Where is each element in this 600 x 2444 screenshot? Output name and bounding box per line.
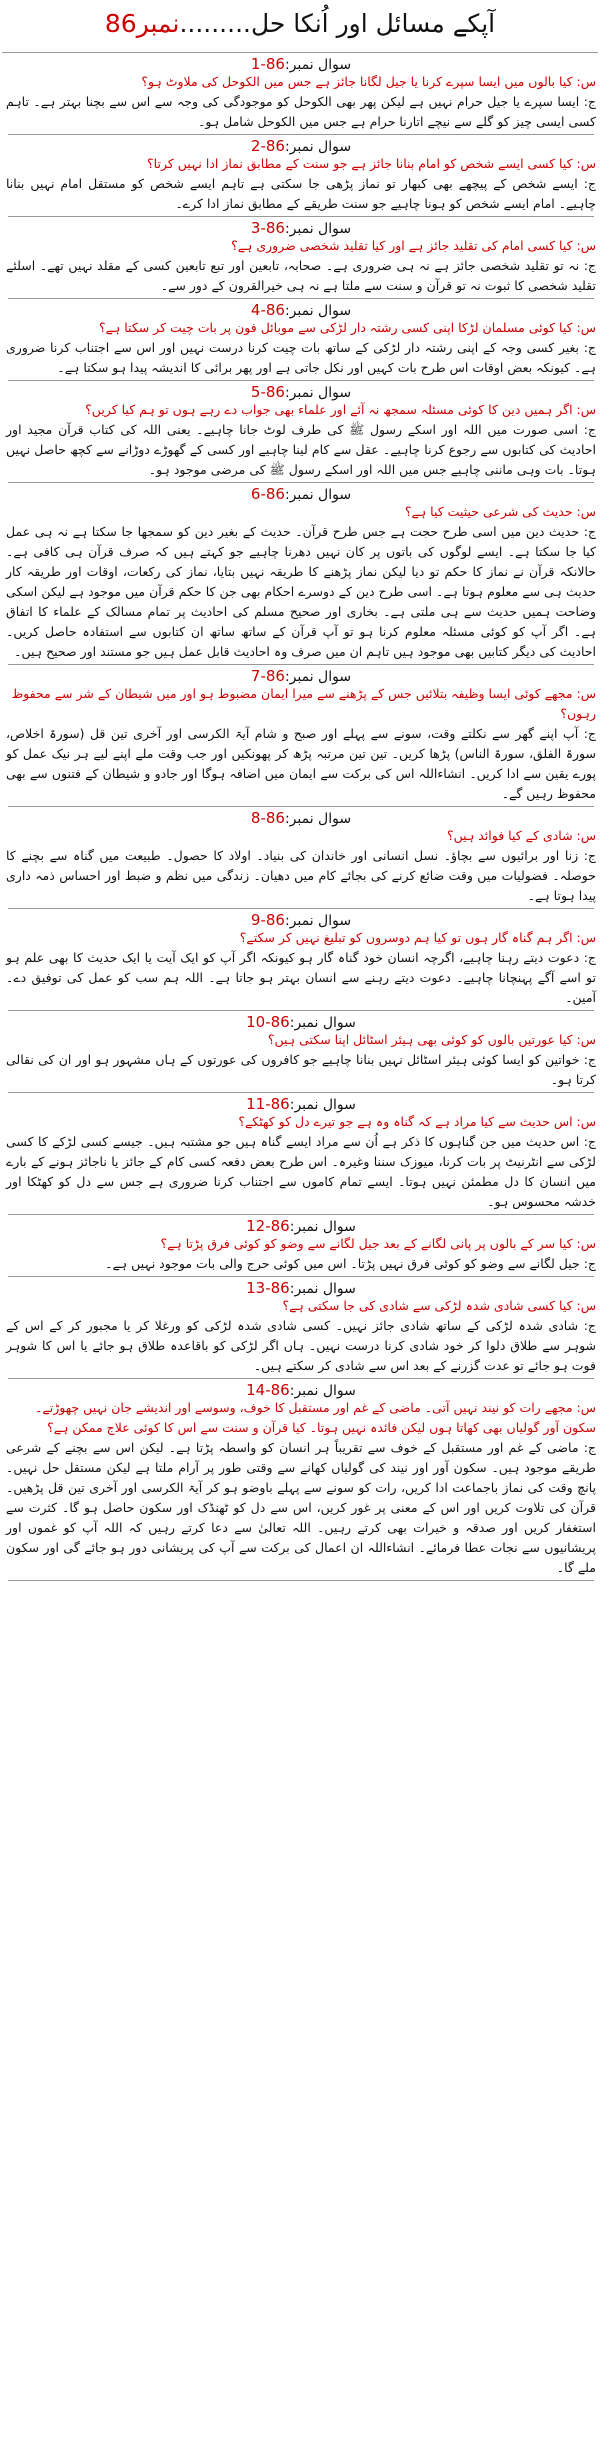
question-number: 86-1: [250, 55, 285, 73]
answer-text: ج: اس حدیث میں جن گناہوں کا ذکر ہے اُن سے مراد ایسے گناہ ہیں جو مشتبہ ہیں۔ جیسے کسی لڑکے کا کسی لڑکی سے انٹرنیٹ پر بات کرنا، میوزک سننا وغیرہ۔ اس طرح بعض دفعہ کسی کام کے جائز یا ناجائز ہونے کے بارے میں انسان کا دل مطمئن نہیں ہوتا۔ ایسے تمام کاموں سے اجتناب کرنا ضروری ہے جس سے دل کو کھٹکا اور خدشہ محسوس ہو۔: [6, 1134, 596, 1209]
qa-divider: [8, 1580, 594, 1581]
question-number-label: سوال نمبر:: [289, 1281, 356, 1297]
answer-text: ج: شادی شدہ لڑکی کے ساتھ شادی جائز نہیں۔ کسی شادی شدہ لڑکی کو ورغلا کر یا مجبور کر کے اس کے شوہر سے طلاق دلوا کر خود شادی کرنا درست نہیں۔ ہاں اگر لڑکی کو باقاعدہ طلاق ہو جائے یا اس کا شوہر فوت ہو جائے تو عدت گزرنے کے بعد اس سے شادی کر سکتے ہیں۔: [6, 1318, 596, 1373]
title-divider: [2, 52, 598, 53]
question-number-label: سوال نمبر:: [284, 669, 352, 685]
qa-item: [0, 669, 600, 807]
question-text: س: اس حدیث سے کیا مراد ہے کہ گناہ وہ ہے جو تیرے دل کو کھٹکے؟: [238, 1114, 596, 1129]
qa-item: [0, 303, 600, 381]
qa-item: [0, 1281, 600, 1379]
question-text: س: کیا کسی امام کی تقلید جائز ہے اور کیا تقلید شخصی ضروری ہے؟: [231, 238, 596, 253]
qa-item: [0, 139, 600, 217]
answer-text: ج: ایسے شخص کے پیچھے بھی کبھار تو نماز پڑھی جا سکتی ہے تاہم ایسے شخص کو مستقل امام نہیں بنانا چاہیے۔ امام ایسے شخص کو ہونا چاہیے جو سنت طریقے کے مطابق نماز ادا کرے۔: [6, 176, 596, 211]
question-number-heading: [6, 1281, 596, 1296]
question-text: س: کیا سر کے بالوں پر پانی لگانے کے بعد جیل لگانے سے وضو کو کوئی فرق پڑتا ہے؟: [160, 1236, 596, 1251]
question-number-heading: [6, 913, 596, 928]
qa-divider: [8, 1092, 594, 1093]
question-number-heading: [6, 487, 596, 502]
qa-divider: [8, 1276, 594, 1277]
answer-text: ج: نہ تو تقلید شخصی جائز ہے نہ ہی ضروری ہے۔ صحابہ، تابعین اور تبع تابعین کسی کے مقلد نہیں تھے۔ اسلئے تقلید شخصی کا ثبوت نہ تو قرآن و سنت سے ملتا ہے نہ ہی خیرالقرون کے دور سے۔: [6, 258, 596, 293]
question-number-heading: [6, 139, 596, 154]
question-number-label: سوال نمبر:: [284, 57, 352, 73]
question-number-label: سوال نمبر:: [289, 1015, 356, 1031]
question-number: 86-3: [250, 219, 285, 237]
answer-text: ج: دعوت دیتے رہنا چاہیے، اگرچہ انسان خود گناہ گار ہو کیونکہ اگر آپ کو ایک آیت یا ایک حدیث کا بھی علم ہو تو اسے آگے پہنچانا چاہیے۔ دعوت دیتے رہنے سے انسان بہتر ہو جاتا ہے۔ اللہ ہم سب کو عمل کی توفیق دے۔ آمین۔: [6, 950, 596, 1005]
qa-item: [0, 1383, 600, 1581]
answer-text: ج: بغیر کسی وجہ کے اپنی رشتہ دار لڑکی کے ساتھ بات چیت کرنا درست نہیں اور اس سے اجتناب کرنا ضروری ہے۔ کیونکہ بعض اوقات اس طرح بات کہیں اور نکل جاتی ہے اور پھر برائی کا اندیشہ پیدا ہو سکتا ہے۔: [6, 340, 596, 375]
question-number: 86-11: [246, 1095, 290, 1113]
question-number-heading: [6, 303, 596, 318]
question-text: س: کیا کسی ایسے شخص کو امام بنانا جائز ہے جو سنت کے مطابق نماز ادا نہیں کرتا؟: [147, 156, 596, 171]
page-title: [0, 0, 600, 50]
qa-item: [0, 1219, 600, 1277]
question-number-heading: [6, 811, 596, 826]
qa-divider: [8, 806, 594, 807]
question-text: س: شادی کے کیا فوائد ہیں؟: [447, 828, 596, 843]
qa-divider: [8, 908, 594, 909]
question-number-heading: [6, 1097, 596, 1112]
answer-text: ج: حدیث دین میں اسی طرح حجت ہے جس طرح قرآن۔ حدیث کے بغیر دین کو سمجھا جا سکتا ہے نہ ہی عمل کیا جا سکتا ہے۔ ایسے لوگوں کی باتوں پر کان نہیں دھرنا چاہیے جو کہتے ہیں کہ صرف قرآن ہی کافی ہے۔ حالانکہ قرآن نے نماز کا حکم تو دیا لیکن نماز پڑھنے کا طریقہ نہیں بتایا، نماز کی رکعات، اوقات اور طریقہ کار حدیث ہی سے معلوم ہوتا ہے۔ اسی طرح دین کے دوسرے احکام بھی جن کا حکم قرآن میں موجود ہے لیکن اسکی وضاحت ہمیں حدیث سے ہی ملتی ہے۔ بخاری اور صحیح مسلم کی احادیث پر تمام مسالک کے علماء کا اتفاق ہے۔ اگر آپ کو کوئی مسئلہ معلوم کرنا ہو تو آپ قرآن کے ساتھ ساتھ ان کتابوں سے استفادہ حاصل کریں۔ احادیث کی دیگر کتابیں بھی موجود ہیں تاہم ان میں صرف وہ احادیث قابل عمل ہیں جو مستند اور صحیح ہیں۔: [6, 524, 596, 659]
answer-text: ج: جیل لگانے سے وضو کو کوئی فرق نہیں پڑتا۔ اس میں کوئی حرج والی بات موجود نہیں ہے۔: [105, 1256, 596, 1271]
question-number-label: سوال نمبر:: [289, 1383, 356, 1399]
question-text: س: کیا کسی شادی شدہ لڑکی سے شادی کی جا سکتی ہے؟: [282, 1298, 596, 1313]
question-number-heading: [6, 1383, 596, 1398]
question-text: س: کیا کوئی مسلمان لڑکا اپنی کسی رشتہ دار لڑکی سے موبائل فون پر بات چیت کر سکتا ہے؟: [98, 320, 596, 335]
question-number-heading: [6, 1015, 596, 1030]
question-number: 86-8: [250, 809, 285, 827]
qa-divider: [8, 1378, 594, 1379]
qa-divider: [8, 298, 594, 299]
qa-item: [0, 57, 600, 135]
question-number-label: سوال نمبر:: [284, 385, 352, 401]
question-number: 86-10: [246, 1013, 290, 1031]
question-number-label: سوال نمبر:: [289, 1097, 356, 1113]
qa-divider: [8, 380, 594, 381]
question-number-heading: [6, 385, 596, 400]
page-title-text: آپکے مسائل اور اُنکا حل.........: [179, 9, 496, 38]
question-number-label: سوال نمبر:: [284, 487, 352, 503]
question-number-heading: [6, 1219, 596, 1234]
qa-divider: [8, 1214, 594, 1215]
answer-text: ج: آپ اپنے گھر سے نکلتے وقت، سونے سے پہلے اور صبح و شام آیۃ الکرسی اور آخری تین قل (سورۃ اخلاص، سورۃ الفلق، سورۃ الناس) پڑھا کریں۔ تین تین مرتبہ پڑھ کر پھونکیں اور جب وقت ملے اپنے لیے ہر نیک عمل کو پورے یقین سے ادا کریں۔ انشاءاللہ اس کی برکت سے ایمان میں اضافہ ہوگا اور جادو و شیطان کے فتنوں سے بھی محفوظ رہیں گے۔: [6, 726, 596, 801]
answer-text: ج: ماضی کے غم اور مستقبل کے خوف سے تقریباً ہر انسان کو واسطہ پڑتا ہے۔ لیکن اس سے بچنے کے شرعی طریقے موجود ہیں۔ سکون آور اور نیند کی گولیاں کھانے سے وقتی طور پر آرام ملتا ہے لیکن مستقل حل نہیں۔ پانچ وقت کی نماز باجماعت ادا کریں، رات کو سونے سے پہلے باوضو ہو کر آیۃ الکرسی اور آخری تین قل پڑھیں۔ قرآن کی تلاوت کریں اور اس کے معنی پر غور کریں، اس سے دل کو ٹھنڈک اور سکون حاصل ہو گا۔ کثرت سے استغفار کریں اور صدقہ و خیرات بھی کرتے رہیں۔ اللہ تعالیٰ سے دعا کرتے رہیں کہ اللہ آپ کو غموں اور پریشانیوں سے نجات عطا فرمائے۔ انشاءاللہ ان اعمال کی برکت سے آپ کی پریشانی دور ہو جائے گی اور سکون ملے گا۔: [6, 1440, 596, 1575]
question-number: 86-5: [250, 383, 285, 401]
question-text: س: کیا بالوں میں ایسا سپرے کرنا یا جیل لگانا جائز ہے جس میں الکوحل کی ملاوٹ ہو؟: [141, 74, 596, 89]
answer-text: ج: زنا اور برائیوں سے بچاؤ۔ نسل انسانی اور خاندان کی بنیاد۔ اولاد کا حصول۔ طبیعت میں گناہ سے بچنے کا حوصلہ۔ فضولیات میں وقت ضائع کرنے کی بجائے کام میں دھیان۔ زندگی میں نظم و ضبط اور احساس ذمہ داری پیدا ہوتا ہے۔: [6, 848, 596, 903]
qa-divider: [8, 134, 594, 135]
qa-item: [0, 1015, 600, 1093]
qa-item: [0, 1097, 600, 1215]
qa-list: [0, 57, 600, 1581]
question-text: س: حدیث کی شرعی حیثیت کیا ہے؟: [404, 504, 596, 519]
question-number-label: سوال نمبر:: [284, 139, 352, 155]
answer-text: ج: اسی صورت میں اللہ اور اسکے رسول ﷺ کی طرف لوٹ جانا چاہیے۔ یعنی اللہ کی کتاب قرآن مجید اور احادیث کی کتابوں سے رجوع کرنا چاہیے۔ عقل سے کام لینا چاہیے اور کسی کے گھوڑے دوڑانے سے کچھ حاصل نہیں ہوتا۔ بات وہی ماننی چاہیے جس میں اللہ اور اسکے رسول ﷺ کی مرضی موجود ہو۔: [6, 422, 596, 477]
qa-divider: [8, 664, 594, 665]
question-number: 86-4: [250, 301, 285, 319]
question-text: س: اگر ہم گناہ گار ہوں تو کیا ہم دوسروں کو تبلیغ نہیں کر سکتے؟: [239, 930, 596, 945]
qa-item: [0, 221, 600, 299]
question-number-label: سوال نمبر:: [284, 303, 352, 319]
qa-item: [0, 913, 600, 1011]
question-number-label: سوال نمبر:: [289, 1219, 356, 1235]
qa-divider: [8, 482, 594, 483]
question-text: س: مجھے رات کو نیند نہیں آتی۔ ماضی کے غم اور مستقبل کا خوف، وسوسے اور اندیشے جان نہیں چھوڑتے۔ سکون آور گولیاں بھی کھاتا ہوں لیکن فائدہ نہیں ہوتا۔ کیا قرآن و سنت سے اس کا کوئی علاج ممکن ہے؟: [35, 1400, 596, 1435]
question-number: 86-2: [250, 137, 285, 155]
page-title-number: نمبر86: [104, 9, 180, 38]
question-number: 86-12: [246, 1217, 290, 1235]
question-text: س: اگر ہمیں دین کا کوئی مسئلہ سمجھ نہ آئے اور علماء بھی جواب دے رہے ہوں تو ہم کیا کریں؟: [85, 402, 596, 417]
answer-text: ج: خواتین کو ایسا کوئی ہیئر اسٹائل نہیں بنانا چاہیے جو کافروں کی عورتوں کے ہاں مشہور ہو اور ان کی نقالی کرتا ہو۔: [6, 1052, 596, 1087]
question-number: 86-6: [250, 485, 285, 503]
question-number-label: سوال نمبر:: [284, 811, 352, 827]
qa-divider: [8, 1010, 594, 1011]
question-number-heading: [6, 57, 596, 72]
question-number: 86-7: [250, 667, 285, 685]
qa-item: [0, 811, 600, 909]
answer-text: ج: ایسا سپرے یا جیل حرام نہیں ہے لیکن پھر بھی الکوحل کو موجودگی کی وجہ سے اس سے بچنا بہتر ہے۔ تاہم کسی ایسی چیز کو گلے سے نیچے اتارنا حرام ہے جس میں الکوحل شامل ہو۔: [6, 94, 596, 129]
qa-divider: [8, 216, 594, 217]
qa-item: [0, 487, 600, 665]
question-text: س: کیا عورتیں بالوں کو کوئی بھی ہیئر اسٹائل اپنا سکتی ہیں؟: [267, 1032, 596, 1047]
question-number-heading: [6, 669, 596, 684]
question-number: 86-13: [246, 1279, 290, 1297]
question-number-label: سوال نمبر:: [284, 913, 352, 929]
question-text: س: مجھے کوئی ایسا وظیفہ بتلائیں جس کے پڑھنے سے میرا ایمان مضبوط ہو اور میں شیطان کے شر سے محفوظ رہوں؟: [11, 686, 596, 721]
qa-item: [0, 385, 600, 483]
question-number-label: سوال نمبر:: [284, 221, 352, 237]
question-number: 86-14: [246, 1381, 290, 1399]
question-number: 86-9: [250, 911, 285, 929]
question-number-heading: [6, 221, 596, 236]
